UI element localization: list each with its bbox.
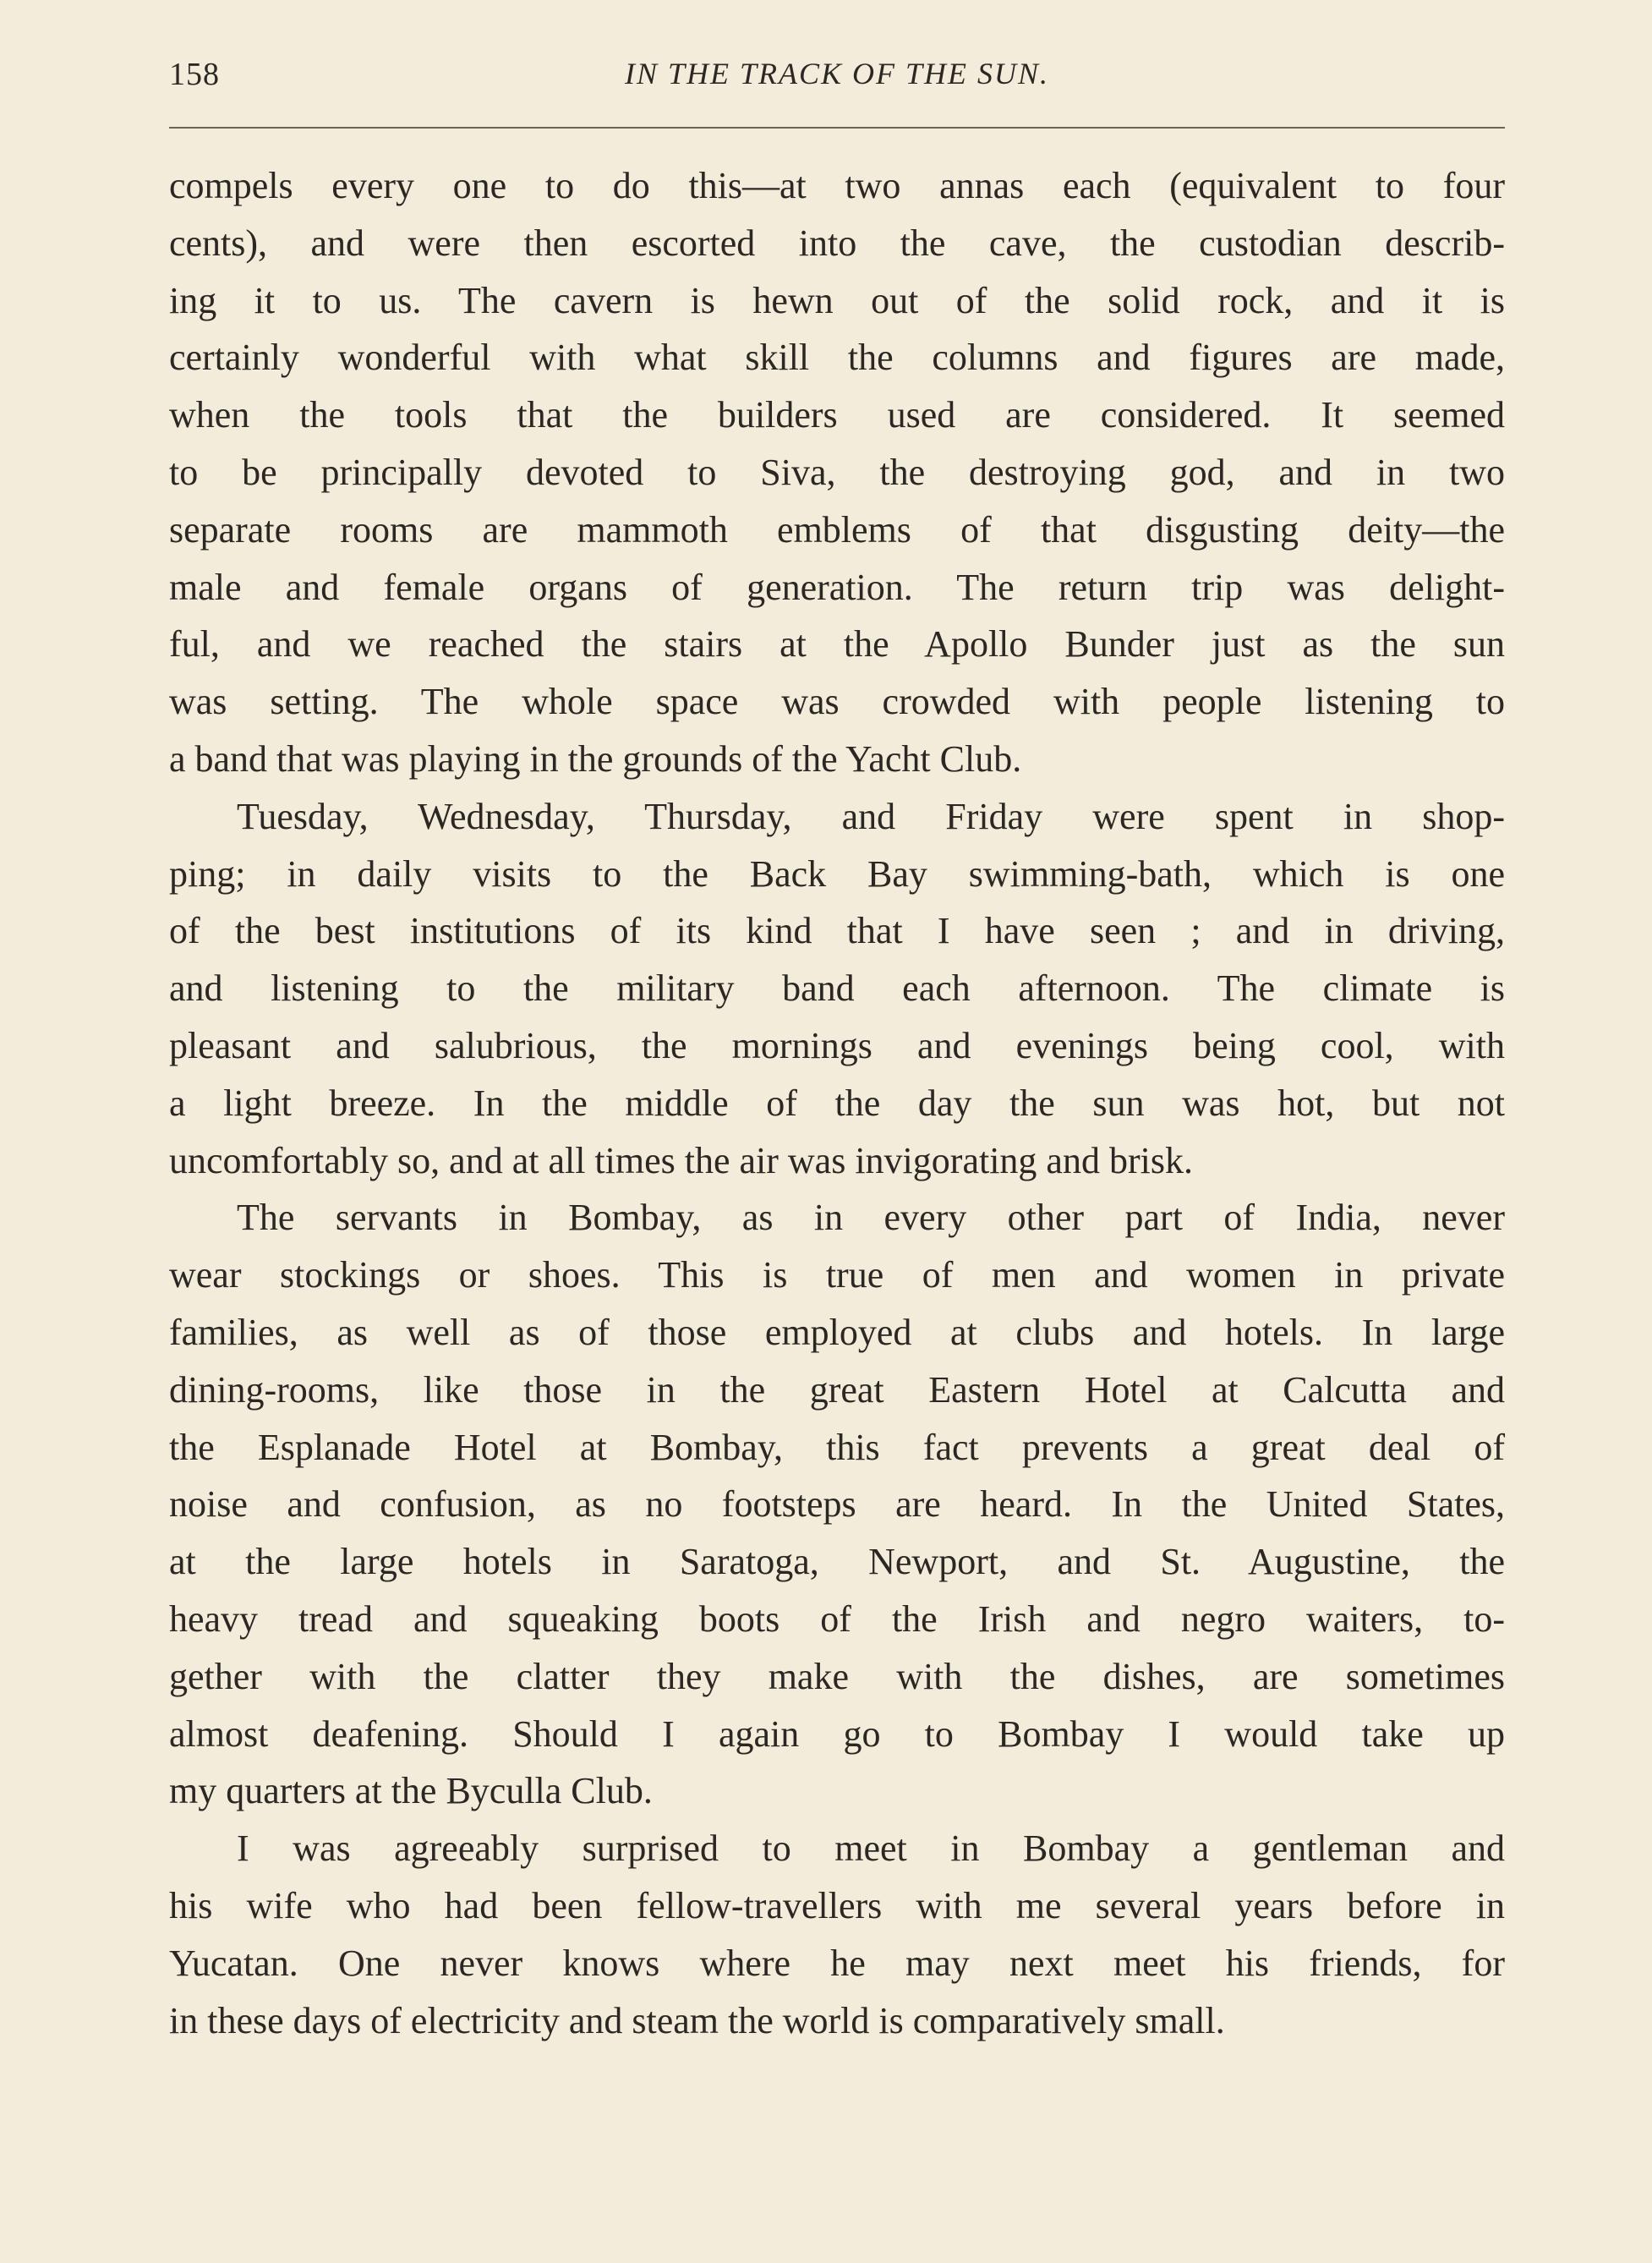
text-line: pleasant and salubrious, the mornings and evenings being cool, with <box>169 1024 1505 1066</box>
text-line: male and female organs of generation. The return trip was delight- <box>169 566 1505 608</box>
text-line: cents), and were then escorted into the cave, the custodian describ- <box>169 222 1505 264</box>
text-line: I was agreeably surprised to meet in Bombay a gentleman and <box>237 1827 1505 1870</box>
text-line: was setting. The whole space was crowded with people listening to <box>169 681 1505 723</box>
text-line: in these days of electricity and steam the world is comparatively small. <box>169 1999 1225 2041</box>
text-line: The servants in Bombay, as in every other part of India, never <box>237 1197 1505 1239</box>
text-line: dining-rooms, like those in the great Eastern Hotel at Calcutta and <box>169 1368 1505 1411</box>
text-line: a band that was playing in the grounds of the Yacht Club. <box>169 737 1022 780</box>
text-line: uncomfortably so, and at all times the air was invigorating and brisk. <box>169 1139 1193 1181</box>
text-line: heavy tread and squeaking boots of the Irish and negro waiters, to- <box>169 1597 1505 1640</box>
text-line: compels every one to do this—at two annas each (equivalent to four <box>169 165 1505 206</box>
text-line: his wife who had been fellow-travellers with me several years before in <box>169 1884 1505 1926</box>
text-line: ful, and we reached the stairs at the Apollo Bunder just as the sun <box>169 623 1505 666</box>
text-line: of the best institutions of its kind that I have seen ; and in driving, <box>169 910 1505 952</box>
text-line: ing it to us. The cavern is hewn out of the solid rock, and it is <box>169 279 1505 321</box>
text-line: Yucatan. One never knows where he may next meet his friends, for <box>169 1942 1505 1984</box>
text-line: the Esplanade Hotel at Bombay, this fact prevents a great deal of <box>169 1426 1505 1468</box>
paragraph <box>169 788 1505 1190</box>
text-line: and listening to the military band each afternoon. The climate is <box>169 967 1505 1010</box>
paragraph <box>169 157 1505 788</box>
text-line: wear stockings or shoes. This is true of men and women in private <box>169 1254 1505 1296</box>
text-line: certainly wonderful with what skill the columns and figures are made, <box>169 337 1505 379</box>
text-line: Tuesday, Wednesday, Thursday, and Friday were spent in shop- <box>237 795 1505 837</box>
header-rule <box>169 127 1505 129</box>
text-line: noise and confusion, as no footsteps are heard. In the United States, <box>169 1483 1505 1526</box>
text-line: separate rooms are mammoth emblems of that disgusting deity—the <box>169 508 1505 551</box>
running-title: IN THE TRACK OF THE SUN. <box>624 57 1050 90</box>
text-line: gether with the clatter they make with the dishes, are sometimes <box>169 1655 1505 1697</box>
text-line: when the tools that the builders used are considered. It seemed <box>169 394 1505 436</box>
text-line: almost deafening. Should I again go to Bombay I would take up <box>169 1712 1505 1755</box>
text-line: my quarters at the Byculla Club. <box>169 1770 653 1812</box>
page-number: 158 <box>169 57 220 92</box>
text-line: a light breeze. In the middle of the day the sun was hot, but not <box>169 1082 1505 1124</box>
body-text <box>169 157 1505 2049</box>
paragraph <box>169 1189 1505 1820</box>
text-line: at the large hotels in Saratoga, Newport, and St. Augustine, the <box>169 1541 1505 1583</box>
text-line: to be principally devoted to Siva, the destroying god, and in two <box>169 451 1505 493</box>
page-header <box>169 56 1505 98</box>
text-line: families, as well as of those employed at clubs and hotels. In large <box>169 1311 1505 1353</box>
text-line: ping; in daily visits to the Back Bay swimming-bath, which is one <box>169 852 1505 895</box>
paragraph <box>169 1820 1505 2049</box>
